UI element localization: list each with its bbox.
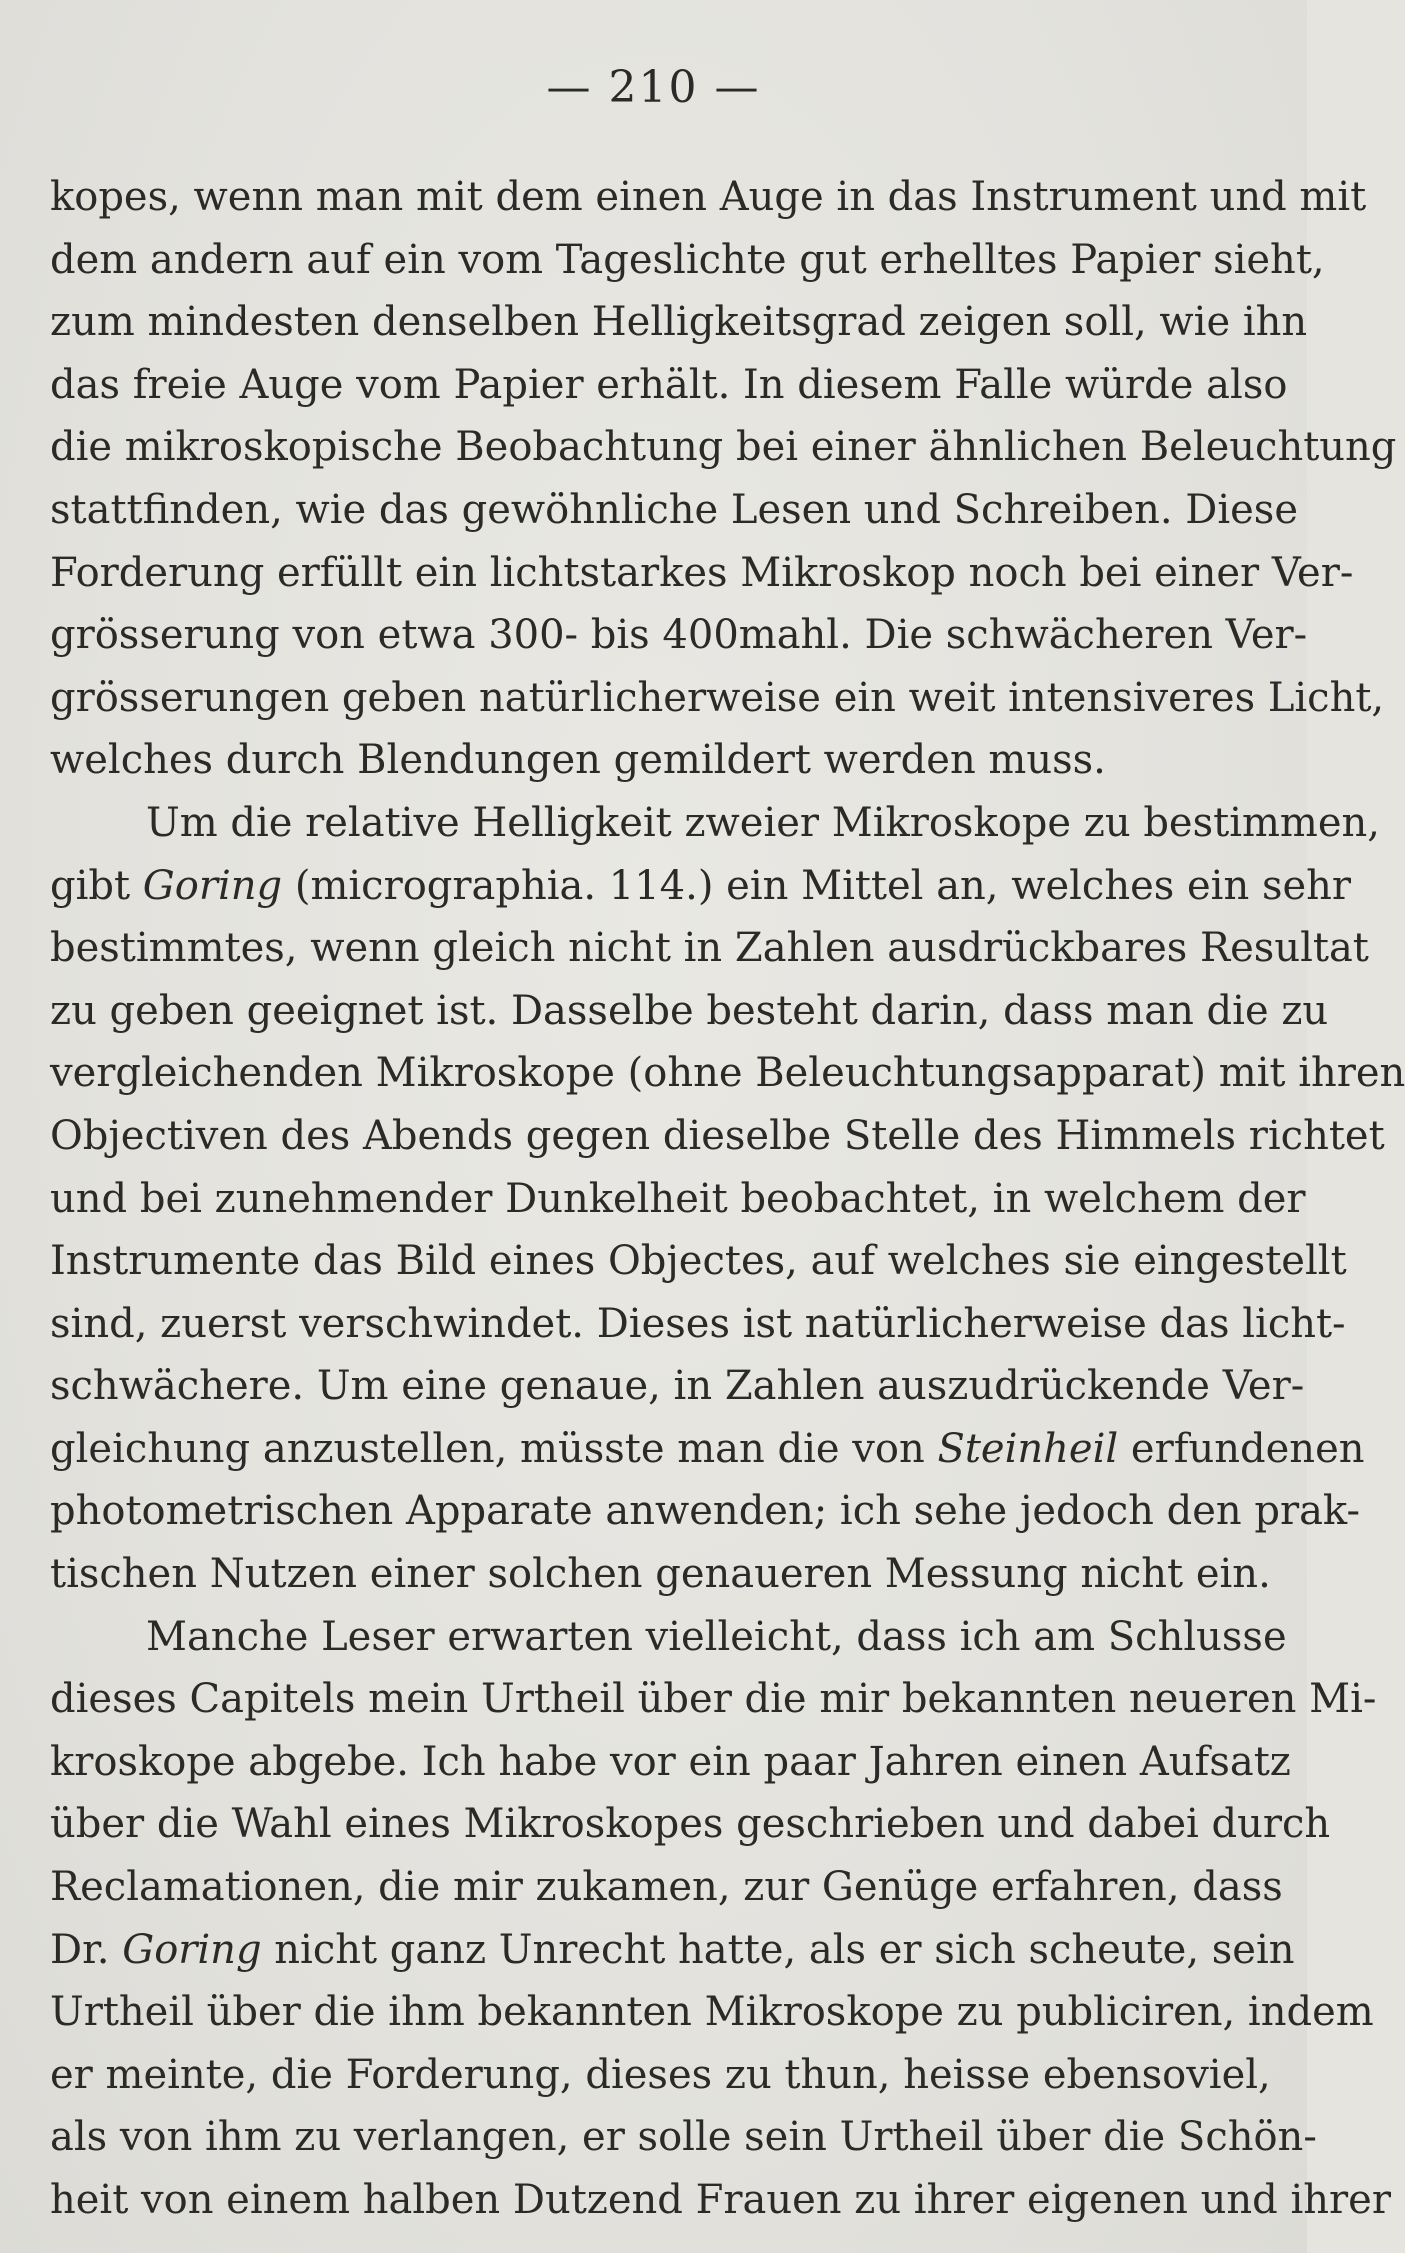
text-line: über die Wahl eines Mikroskopes geschrieben und dabei durch <box>50 1801 1331 1848</box>
italic-name: Goring <box>122 1926 262 1973</box>
text-line: und bei zunehmender Dunkelheit beobachtet, in welchem der <box>50 1175 1306 1222</box>
text-line: dem andern auf ein vom Tageslichte gut erhelltes Papier sieht, <box>50 236 1325 283</box>
text-line: er meinte, die Forderung, dieses zu thun, heisse ebensoviel, <box>50 2051 1271 2098</box>
paragraph-2 <box>50 792 1405 1606</box>
text-line: bestimmtes, wenn gleich nicht in Zahlen ausdrückbares Resultat <box>50 925 1369 972</box>
text-line: zu geben geeignet ist. Dasselbe besteht darin, dass man die zu <box>50 987 1329 1034</box>
italic-name: Goring <box>142 862 283 909</box>
text-line: Manche Leser erwarten vielleicht, dass ich am Schlusse <box>146 1613 1287 1660</box>
text-line: sind, zuerst verschwindet. Dieses ist natürlicherweise das licht- <box>50 1300 1346 1347</box>
text-line: Dr. Goring nicht ganz Unrecht hatte, als er sich scheute, sein <box>50 1926 1295 1973</box>
text-line: Urtheil über die ihm bekannten Mikroskope zu publiciren, indem <box>50 1989 1374 2036</box>
text-line: photometrischen Apparate anwenden; ich sehe jedoch den prak- <box>50 1488 1360 1535</box>
text-line: grösserung von etwa 300- bis 400mahl. Die schwächeren Ver- <box>50 612 1308 659</box>
text-line: vergleichenden Mikroskope (ohne Beleuchtungsapparat) mit ihren <box>50 1050 1405 1097</box>
text-line: grösserungen geben natürlicherweise ein weit intensiveres Licht, <box>50 674 1385 721</box>
text-line: dieses Capitels mein Urtheil über die mir bekannten neueren Mi- <box>50 1676 1377 1723</box>
text-line: Forderung erfüllt ein lichtstarkes Mikroskop noch bei einer Ver- <box>50 549 1354 596</box>
text-line: heit von einem halben Dutzend Frauen zu ihrer eigenen und ihrer <box>50 2177 1391 2223</box>
text-line: gibt Goring (micrographia. 114.) ein Mittel an, welches ein sehr <box>50 862 1352 909</box>
text-line: kopes, wenn man mit dem einen Auge in das Instrument und mit <box>50 174 1367 220</box>
body-text <box>50 166 1405 2232</box>
text-line: als von ihm zu verlangen, er solle sein Urtheil über die Schön- <box>50 2114 1317 2161</box>
text-line: welches durch Blendungen gemildert werden muss. <box>50 737 1106 784</box>
text-line: Reclamationen, die mir zukamen, zur Genüge erfahren, dass <box>50 1864 1283 1911</box>
text-line: Objectiven des Abends gegen dieselbe Stelle des Himmels richtet <box>50 1112 1385 1159</box>
text-line: die mikroskopische Beobachtung bei einer ähnlichen Beleuchtung <box>50 424 1397 471</box>
text-line: zum mindesten denselben Helligkeitsgrad zeigen soll, wie ihn <box>50 299 1308 346</box>
text-line: Instrumente das Bild eines Objectes, auf welches sie eingestellt <box>50 1238 1347 1285</box>
text-line: kroskope abgebe. Ich habe vor ein paar Jahren einen Aufsatz <box>50 1738 1291 1785</box>
text-line: Um die relative Helligkeit zweier Mikroskope zu bestimmen, <box>146 799 1381 846</box>
paragraph-1 <box>50 166 1397 792</box>
text-line: gleichung anzustellen, müsste man die von Steinheil erfundenen <box>50 1425 1365 1472</box>
text-line: stattfinden, wie das gewöhnliche Lesen und Schreiben. Diese <box>50 486 1298 533</box>
page-number: — 210 — <box>546 62 761 113</box>
text-line: das freie Auge vom Papier erhält. In diesem Falle würde also <box>50 361 1288 408</box>
text-line: tischen Nutzen einer solchen genaueren Messung nicht ein. <box>50 1551 1271 1598</box>
paragraph-3 <box>50 1606 1391 2232</box>
text-line: schwächere. Um eine genaue, in Zahlen auszudrückende Ver- <box>50 1363 1305 1410</box>
italic-name: Steinheil <box>937 1425 1119 1472</box>
